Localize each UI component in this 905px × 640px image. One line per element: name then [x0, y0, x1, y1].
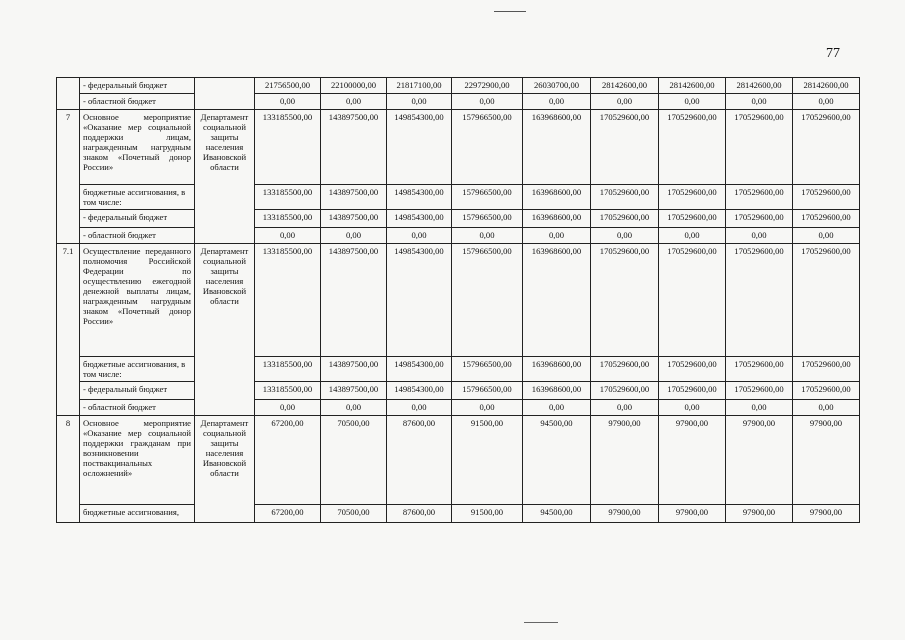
amount-cell: 170529600,00 [591, 382, 659, 400]
amount-cell: 0,00 [793, 400, 860, 416]
amount-cell: 0,00 [659, 94, 726, 110]
amount-cell: 28142600,00 [793, 78, 860, 94]
amount-cell: 143897500,00 [321, 382, 387, 400]
amount-cell: 94500,00 [523, 505, 591, 523]
amount-cell: 170529600,00 [591, 244, 659, 357]
amount-cell: 170529600,00 [659, 185, 726, 210]
amount-cell: 70500,00 [321, 416, 387, 505]
table-row [57, 400, 860, 416]
amount-cell: 0,00 [659, 228, 726, 244]
amount-cell: 133185500,00 [255, 382, 321, 400]
amount-cell: 0,00 [523, 400, 591, 416]
amount-cell: 0,00 [523, 228, 591, 244]
amount-cell: 0,00 [726, 228, 793, 244]
amount-cell: 97900,00 [793, 505, 860, 523]
amount-cell: 170529600,00 [793, 210, 860, 228]
budget-line-label: - областной бюджет [80, 94, 195, 110]
amount-cell: 0,00 [255, 228, 321, 244]
amount-cell: 0,00 [452, 228, 523, 244]
budget-table [56, 77, 860, 523]
amount-cell: 149854300,00 [387, 244, 452, 357]
table-row [57, 185, 860, 210]
amount-cell: 22100000,00 [321, 78, 387, 94]
amount-cell: 22972900,00 [452, 78, 523, 94]
amount-cell: 157966500,00 [452, 110, 523, 185]
amount-cell: 143897500,00 [321, 110, 387, 185]
amount-cell: 163968600,00 [523, 357, 591, 382]
amount-cell: 149854300,00 [387, 110, 452, 185]
amount-cell: 94500,00 [523, 416, 591, 505]
budget-line-label: - федеральный бюджет [80, 210, 195, 228]
table-row [57, 78, 860, 94]
budget-line-label: - областной бюджет [80, 400, 195, 416]
budget-line-label: - федеральный бюджет [80, 78, 195, 94]
amount-cell: 143897500,00 [321, 357, 387, 382]
table-row [57, 94, 860, 110]
amount-cell: 170529600,00 [726, 382, 793, 400]
amount-cell: 97900,00 [659, 505, 726, 523]
amount-cell: 0,00 [387, 400, 452, 416]
amount-cell: 149854300,00 [387, 210, 452, 228]
amount-cell: 87600,00 [387, 416, 452, 505]
amount-cell: 97900,00 [591, 416, 659, 505]
amount-cell: 0,00 [591, 400, 659, 416]
amount-cell: 143897500,00 [321, 185, 387, 210]
amount-cell: 21756500,00 [255, 78, 321, 94]
amount-cell: 0,00 [591, 94, 659, 110]
amount-cell: 0,00 [321, 94, 387, 110]
amount-cell: 157966500,00 [452, 382, 523, 400]
amount-cell: 157966500,00 [452, 210, 523, 228]
row-index: 7 [57, 110, 80, 244]
amount-cell: 0,00 [793, 94, 860, 110]
amount-cell: 133185500,00 [255, 244, 321, 357]
table-row [57, 110, 860, 185]
amount-cell: 67200,00 [255, 416, 321, 505]
amount-cell: 163968600,00 [523, 382, 591, 400]
amount-cell: 163968600,00 [523, 185, 591, 210]
amount-cell: 149854300,00 [387, 357, 452, 382]
amount-cell: 170529600,00 [659, 210, 726, 228]
amount-cell: 149854300,00 [387, 382, 452, 400]
amount-cell: 91500,00 [452, 505, 523, 523]
amount-cell: 133185500,00 [255, 357, 321, 382]
amount-cell: 170529600,00 [591, 110, 659, 185]
amount-cell: 170529600,00 [591, 357, 659, 382]
amount-cell: 170529600,00 [726, 110, 793, 185]
row-index [57, 78, 80, 110]
amount-cell: 143897500,00 [321, 210, 387, 228]
amount-cell: 0,00 [255, 400, 321, 416]
budget-line-label: бюджетные ассигнования, в том числе: [80, 357, 195, 382]
table-row [57, 416, 860, 505]
amount-cell: 21817100,00 [387, 78, 452, 94]
amount-cell: 0,00 [793, 228, 860, 244]
bottom-scan-mark [524, 622, 558, 623]
amount-cell: 0,00 [726, 94, 793, 110]
amount-cell: 133185500,00 [255, 110, 321, 185]
amount-cell: 0,00 [591, 228, 659, 244]
table-row [57, 244, 860, 357]
amount-cell: 170529600,00 [591, 185, 659, 210]
page-number: 77 [826, 46, 840, 61]
table-row [57, 357, 860, 382]
table-row [57, 382, 860, 400]
executor [195, 78, 255, 110]
table-row [57, 210, 860, 228]
budget-line-label: бюджетные ассигнования, [80, 505, 195, 523]
row-index: 8 [57, 416, 80, 523]
amount-cell: 0,00 [387, 94, 452, 110]
amount-cell: 170529600,00 [726, 244, 793, 357]
amount-cell: 0,00 [659, 400, 726, 416]
amount-cell: 133185500,00 [255, 210, 321, 228]
table-row [57, 505, 860, 523]
amount-cell: 97900,00 [726, 416, 793, 505]
amount-cell: 170529600,00 [659, 244, 726, 357]
amount-cell: 157966500,00 [452, 244, 523, 357]
amount-cell: 97900,00 [659, 416, 726, 505]
amount-cell: 26030700,00 [523, 78, 591, 94]
amount-cell: 0,00 [321, 400, 387, 416]
amount-cell: 0,00 [255, 94, 321, 110]
amount-cell: 70500,00 [321, 505, 387, 523]
amount-cell: 0,00 [452, 94, 523, 110]
amount-cell: 149854300,00 [387, 185, 452, 210]
executor: Департамент социальной защиты населения Ивановской области [195, 110, 255, 244]
amount-cell: 0,00 [452, 400, 523, 416]
amount-cell: 28142600,00 [659, 78, 726, 94]
amount-cell: 170529600,00 [793, 110, 860, 185]
measure-description: Осуществление переданного полномочия Российской Федерации по осуществлению ежегодной денежной выплаты лицам, награжденным нагрудным знаком «Почетный донор России» [80, 244, 195, 357]
amount-cell: 133185500,00 [255, 185, 321, 210]
amount-cell: 170529600,00 [659, 382, 726, 400]
amount-cell: 28142600,00 [726, 78, 793, 94]
amount-cell: 0,00 [726, 400, 793, 416]
amount-cell: 157966500,00 [452, 357, 523, 382]
amount-cell: 163968600,00 [523, 244, 591, 357]
amount-cell: 170529600,00 [793, 357, 860, 382]
amount-cell: 97900,00 [793, 416, 860, 505]
amount-cell: 170529600,00 [591, 210, 659, 228]
executor: Департамент социальной защиты населения Ивановской области [195, 416, 255, 523]
amount-cell: 170529600,00 [726, 357, 793, 382]
amount-cell: 170529600,00 [659, 110, 726, 185]
amount-cell: 170529600,00 [726, 210, 793, 228]
executor: Департамент социальной защиты населения Ивановской области [195, 244, 255, 416]
amount-cell: 97900,00 [591, 505, 659, 523]
amount-cell: 143897500,00 [321, 244, 387, 357]
amount-cell: 91500,00 [452, 416, 523, 505]
budget-line-label: бюджетные ассигнования, в том числе: [80, 185, 195, 210]
amount-cell: 170529600,00 [793, 244, 860, 357]
amount-cell: 157966500,00 [452, 185, 523, 210]
top-scan-mark [494, 11, 526, 12]
amount-cell: 0,00 [523, 94, 591, 110]
amount-cell: 170529600,00 [726, 185, 793, 210]
amount-cell: 163968600,00 [523, 110, 591, 185]
amount-cell: 67200,00 [255, 505, 321, 523]
amount-cell: 0,00 [321, 228, 387, 244]
table-row [57, 228, 860, 244]
amount-cell: 0,00 [387, 228, 452, 244]
measure-description: Основное мероприятие «Оказание мер социальной поддержки лицам, награжденным нагрудным знаком «Почетный донор России» [80, 110, 195, 185]
measure-description: Основное мероприятие «Оказание мер социальной поддержки гражданам при возникновении поствакцинальных осложнений» [80, 416, 195, 505]
amount-cell: 87600,00 [387, 505, 452, 523]
budget-line-label: - областной бюджет [80, 228, 195, 244]
amount-cell: 170529600,00 [793, 382, 860, 400]
amount-cell: 163968600,00 [523, 210, 591, 228]
amount-cell: 170529600,00 [793, 185, 860, 210]
budget-line-label: - федеральный бюджет [80, 382, 195, 400]
amount-cell: 28142600,00 [591, 78, 659, 94]
row-index: 7.1 [57, 244, 80, 416]
amount-cell: 97900,00 [726, 505, 793, 523]
amount-cell: 170529600,00 [659, 357, 726, 382]
